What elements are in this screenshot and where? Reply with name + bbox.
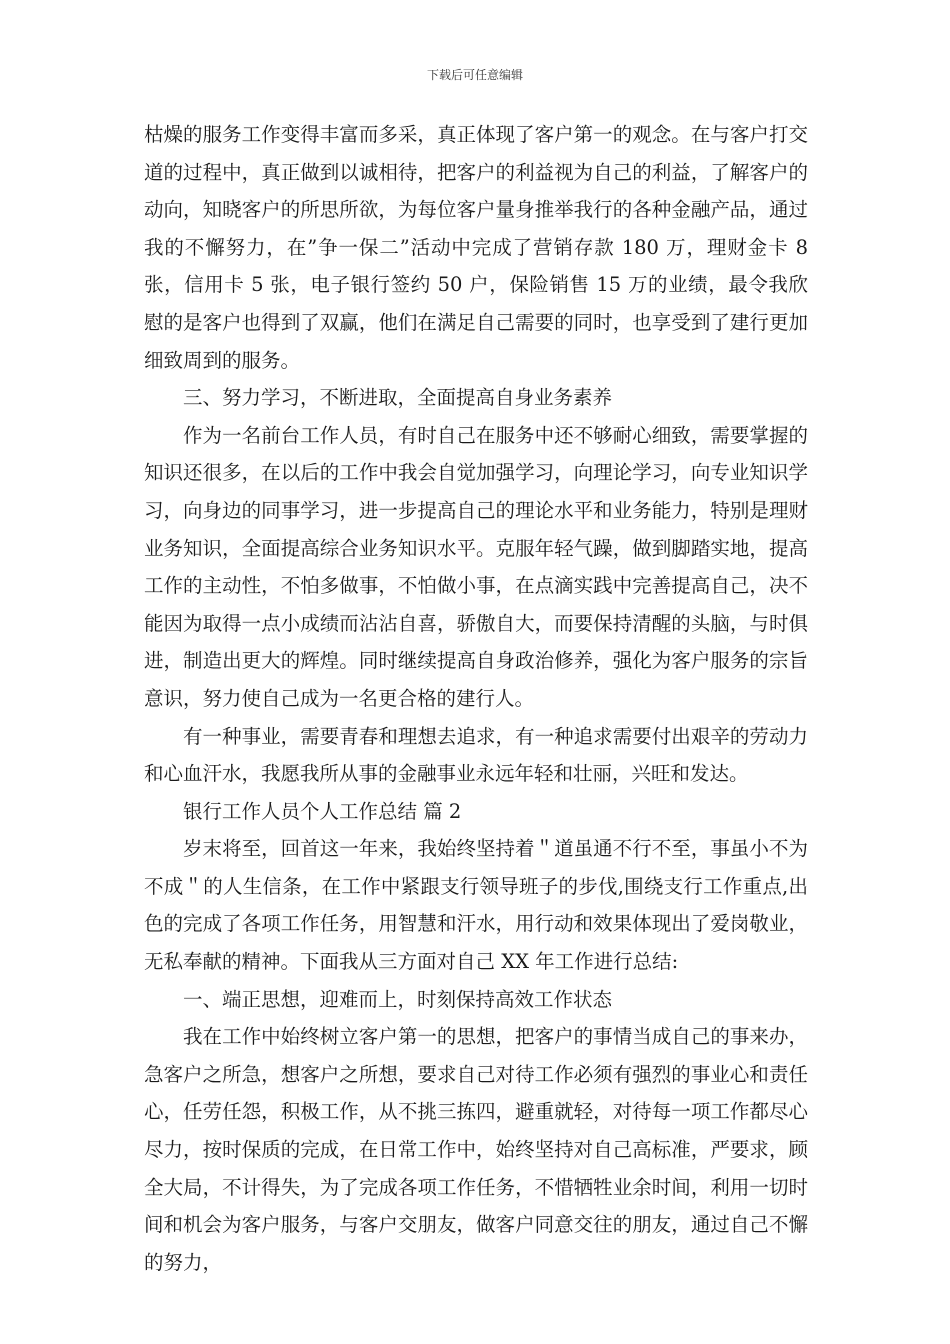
section-heading-study: 三、努力学习，不断进取，全面提高自身业务素养 (183, 386, 613, 410)
paragraph-attitude: 我在工作中始终树立客户第一的思想，把客户的事情当成自己的事来办，急客户之所急，想客户之所想，要求自己对待工作必须有强烈的事业心和责任心，任劳任怨，积极工作，从不挑三拣四，避重就轻，对待每一项工作都尽心尽力，按时保质的完成，在日常工作中，始终坚持对自己高标准，严要求，顾全大局，不计得失，为了完成各项工作任务，不惜牺牲业余时间，利用一切时间和机会为客户服务，与客户交朋友，做客户同意交往的朋友，通过自己不懈的努力， (144, 1025, 808, 1274)
document-body (144, 116, 808, 1281)
paragraph-career: 有一种事业，需要青春和理想去追求，有一种追求需要付出艰辛的劳动力和心血汗水，我愿我所从事的金融事业永远年轻和壮丽，兴旺和发达。 (144, 724, 808, 786)
paragraph-intro-part2: 岁末将至，回首这一年来，我始终坚持着＂道虽通不行不至，事虽小不为不成＂的人生信条，在工作中紧跟支行领导班子的步伐,围绕支行工作重点,出色的完成了各项工作任务，用智慧和汗水，用行动和效果体现出了爱岗敬业，无私奉献的精神。下面我从三方面对自己 XX 年工作进行总结: (144, 837, 808, 974)
page-header-note: 下载后可任意编辑 (426, 68, 523, 82)
paragraph-study: 作为一名前台工作人员，有时自己在服务中还不够耐心细致，需要掌握的知识还很多，在以后的工作中我会自觉加强学习，向理论学习，向专业知识学习，向身边的同事学习，进一步提高自己的理论水平和业务能力，特别是理财业务知识，全面提高综合业务知识水平。克服年轻气躁，做到脚踏实地，提高工作的主动性，不怕多做事，不怕做小事，在点滴实践中完善提高自己，决不能因为取得一点小成绩而沾沾自喜，骄傲自大，而要保持清醒的头脑，与时俱进，制造出更大的辉煌。同时继续提高自身政治修养，强化为客户服务的宗旨意识，努力使自己成为一名更合格的建行人。 (144, 423, 808, 710)
article-title-part2: 银行工作人员个人工作总结 篇 2 (183, 799, 462, 823)
section-heading-attitude: 一、端正思想，迎难而上，时刻保持高效工作状态 (183, 987, 613, 1011)
paragraph-continued-service: 枯燥的服务工作变得丰富而多采，真正体现了客户第一的观念。在与客户打交道的过程中，真正做到以诚相待，把客户的利益视为自己的利益，了解客户的动向，知晓客户的所思所欲，为每位客户量身推举我行的各种金融产品，通过我的不懈努力，在”争一保二”活动中完成了营销存款 180 万，理财金卡 8 张，信用卡 5 张，电子银行签约 50 户，保险销售 15 万的业绩，最令我欣慰的是客户也得到了双赢，他们在满足自己需要的同时，也享受到了建行更加细致周到的服务。 (144, 123, 808, 372)
